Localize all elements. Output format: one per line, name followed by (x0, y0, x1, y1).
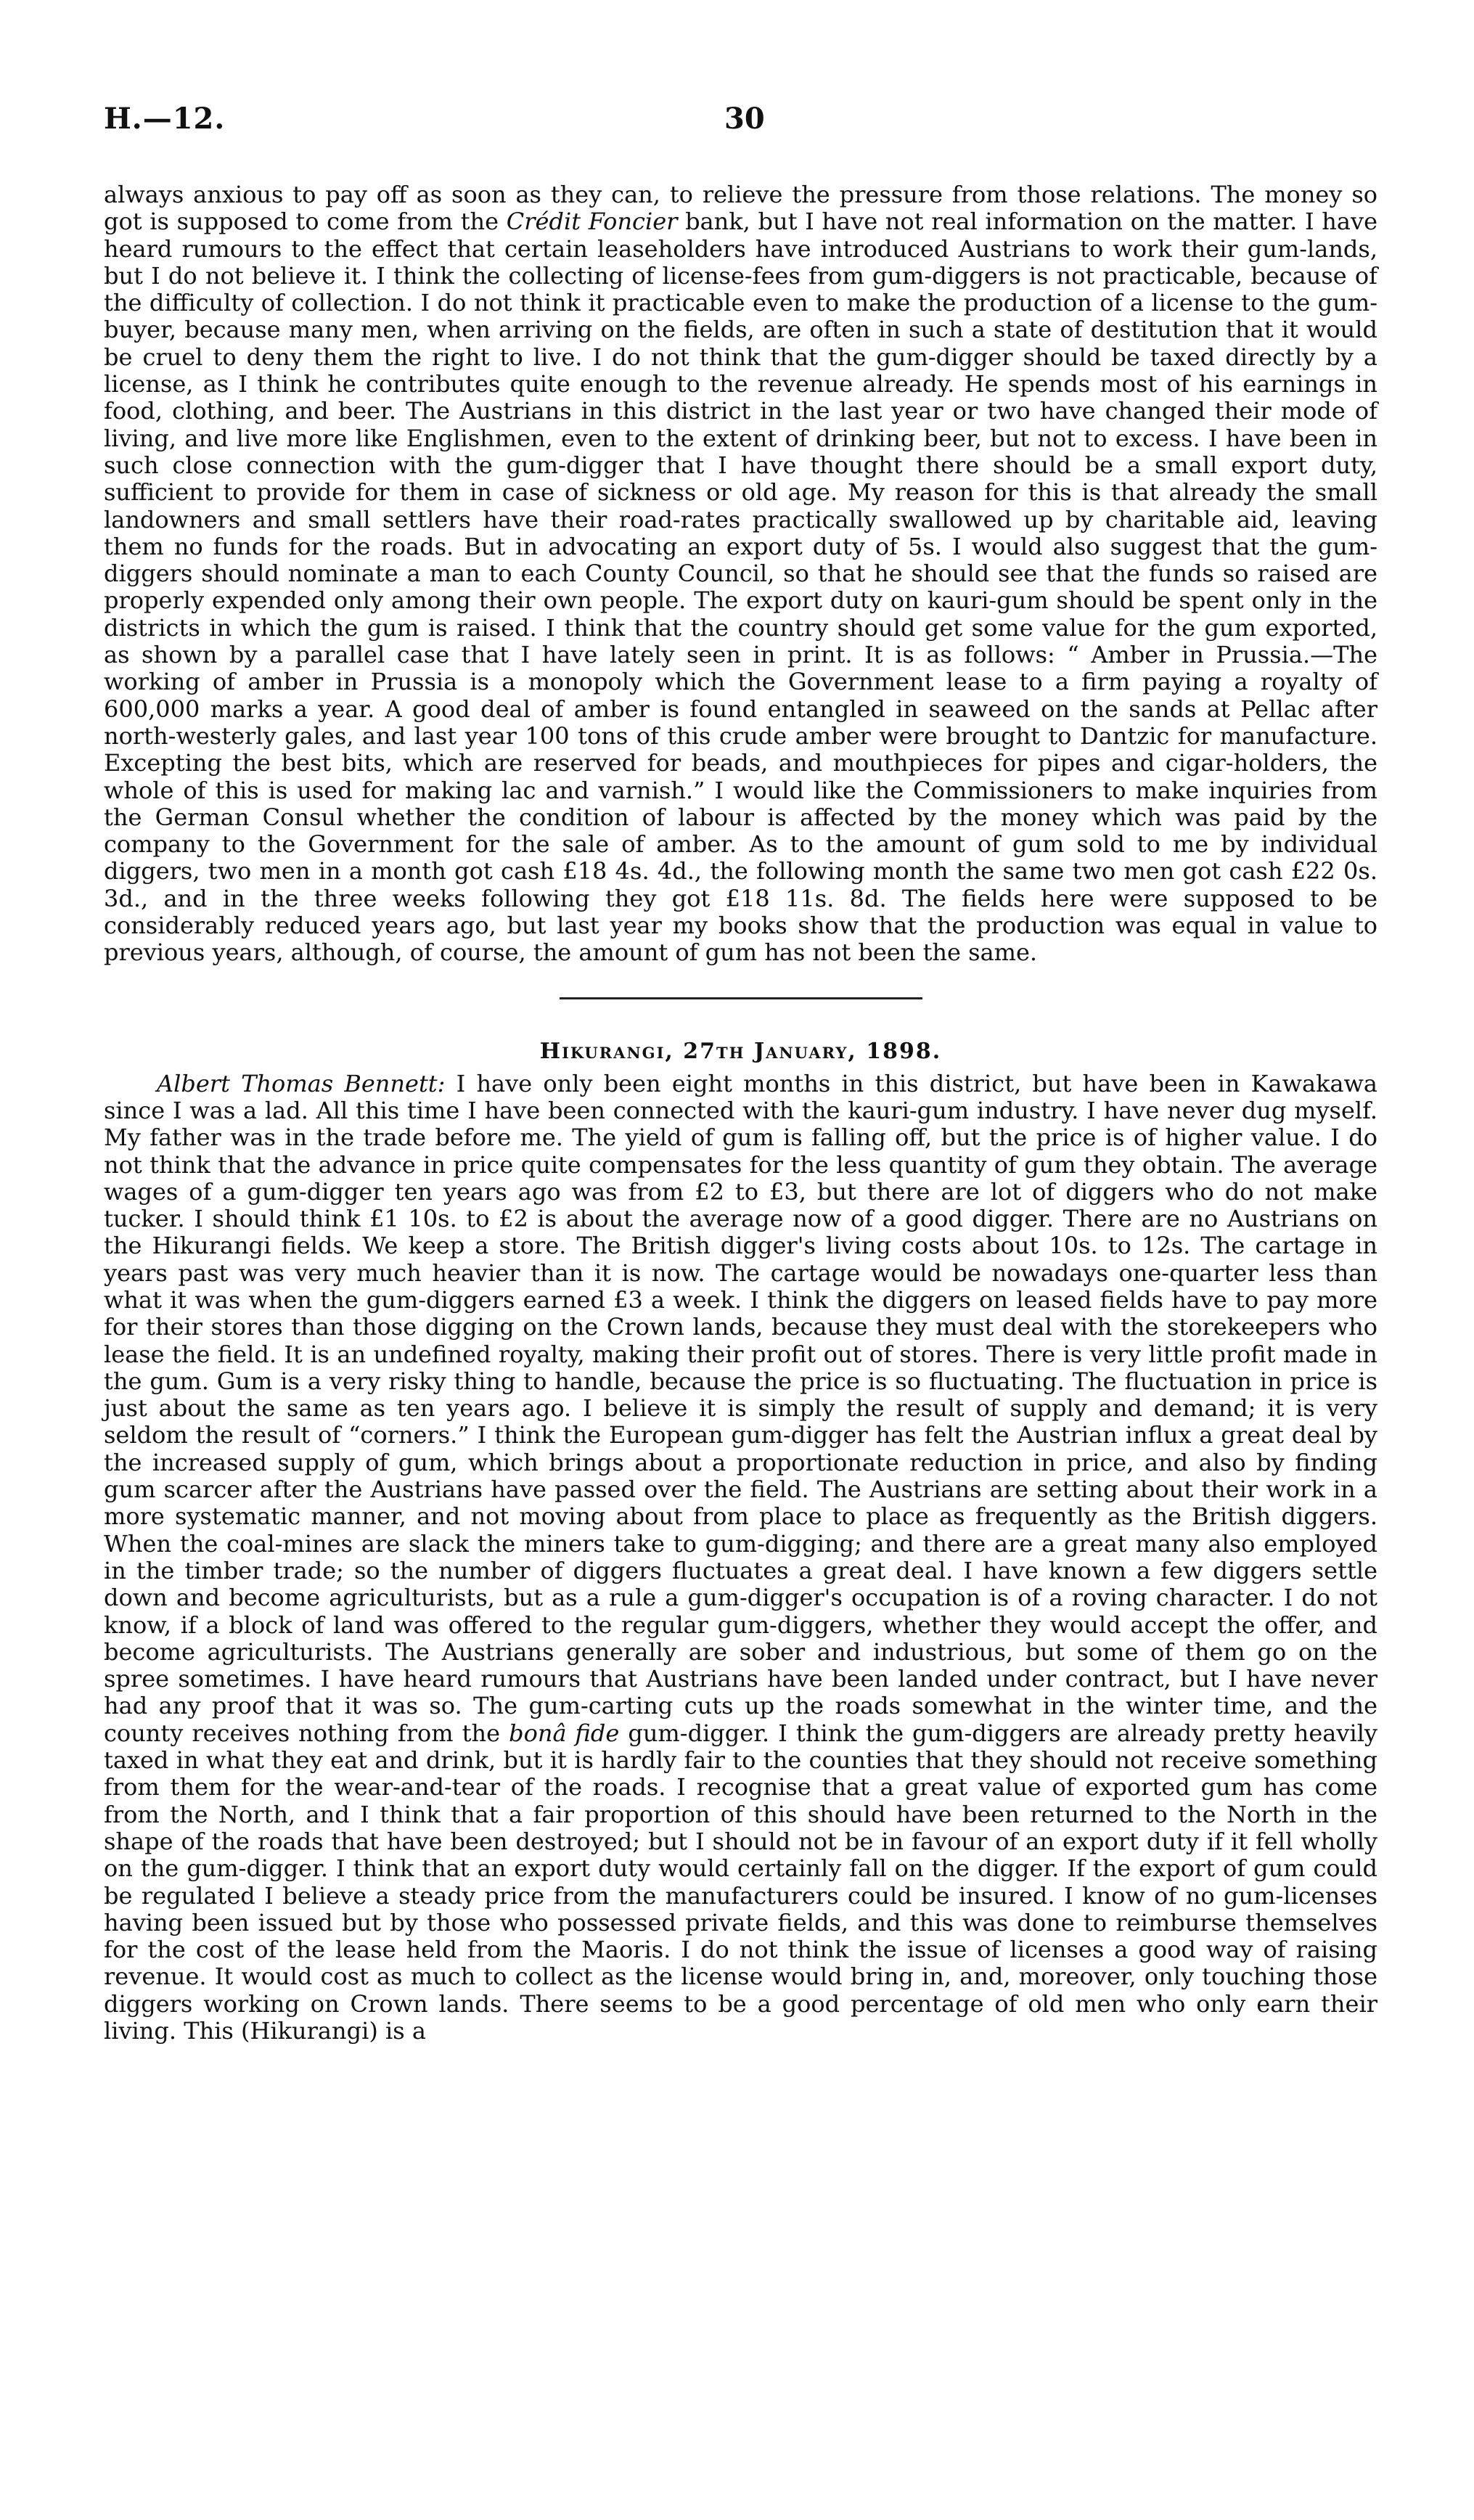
document-page (104, 102, 1377, 2045)
paragraph-text: always anxious to pay off as soon as they can, to relieve the pressure from those relations. The money so got is supposed to come from the (104, 181, 1377, 236)
paragraph-text: gum-digger. I think the gum-diggers are already pretty heavily taxed in what they eat and drink, but it is hardly fair to the counties that they should not receive something from them for the wear-and-tear of the roads. I recognise that a great value of exported gum has come from the North, and I think that a fair proportion of this should have been returned to the North in the shape of the roads that have been destroyed; but I should not be in favour of an export duty if it fell wholly on the gum-digger. I think that an export duty would certainly fall on the digger. If the export of gum could be regulated I believe a steady price from the manufacturers could be insured. I know of no gum-licenses having been issued but by those who possessed private fields, and this was done to reimburse themselves for the cost of the lease held from the Maoris. I do not think the issue of licenses a good way of raising revenue. It would cost as much to collect as the license would bring in, and, moreover, only touching those diggers working on Crown lands. There seems to be a good percentage of old men who only earn their living. This (Hikurangi) is a (104, 1719, 1378, 2045)
paragraph-text: I have only been eight months in this district, but have been in Kawakawa since I was a lad. All this time I have been connected with the kauri-gum industry. I have never dug myself. My father was in the trade before me. The yield of gum is falling off, but the price is of higher value. I do not think that the advance in price quite compensates for the less quantity of gum they obtain. The average wages of a gum-digger ten years ago was from £2 to £3, but there are lot of diggers who do not make tucker. I should think £1 10s. to £2 is about the average now of a good digger. There are no Austrians on the Hikurangi fields. We keep a store. The British digger's living costs about 10s. to 12s. The cartage in years past was very much heavier than it is now. The cartage would be nowadays one-quarter less than what it was when the gum-diggers earned £3 a week. I think the diggers on leased fields have to pay more for their stores than those digging on the Crown lands, because they must deal with the storekeepers who lease the field. It is an undefined royalty, making their profit out of stores. There is very little profit made in the gum. Gum is a very risky thing to handle, because the price is so fluctuating. The fluctuation in price is just about the same as ten years ago. I believe it is simply the result of supply and demand; it is very seldom the result of “corners.” I think the European gum-digger has felt the Austrian influx a great deal by the increased supply of gum, which brings about a proportionate reduction in price, and also by finding gum scarcer after the Austrians have passed over the field. The Austrians are setting about their work in a more systematic manner, and not moving about from place to place as frequently as the British diggers. When the coal-mines are slack the miners take to gum-digging; and there are a great many also employed in the timber trade; so the number of diggers fluctuates a great deal. I have known a few diggers settle down and become agriculturists, but as a rule a gum-digger's occupation is of a roving character. I do not know, if a block of land was offered to the regular gum-diggers, whether they would accept the offer, and become agriculturists. The Austrians generally are sober and industrious, but some of them go on the spree sometimes. I have heard rumours that Austrians have been landed under contract, but I have never had any proof that it was so. The gum-carting cuts up the roads somewhat in the winter time, and the county receives nothing from the (104, 1069, 1378, 1747)
paragraph-text: bank, but I have not real information on the matter. I have heard rumours to the effect that certain leaseholders have introduced Austrians to work their gum-lands, but I do not believe it. I think the collecting of license-fees from gum-diggers is not practicable, because of the difficulty of collection. I do not think it practicable even to make the production of a license to the gum-buyer, because many men, when arriving on the fields, are often in such a state of destitution that it would be cruel to deny them the right to live. I do not think that the gum-digger should be taxed directly by a license, as I think he contributes quite enough to the revenue already. He spends most of his earnings in food, clothing, and beer. The Austrians in this district in the last year or two have changed their mode of living, and live more like Englishmen, even to the extent of drinking beer, but not to excess. I have been in such close connection with the gum-digger that I have thought there should be a small export duty, sufficient to provide for them in case of sickness or old age. My reason for this is that already the small landowners and small settlers have their road-rates practically swallowed up by charitable aid, leaving them no funds for the roads. But in advocating an export duty of 5s. I would also suggest that the gum-diggers should nominate a man to each County Council, so that he should see that the funds so raised are properly expended only among their own people. The export duty on kauri-gum should be spent only in the districts in which the gum is raised. I think that the country should get some value for the gum exported, as shown by a parallel case that I have lately seen in print. It is as follows: “ Amber in Prussia.—The working of amber in Prussia is a monopoly which the Government lease to a firm paying a royalty of 600,000 marks a year. A good deal of amber is found entangled in seaweed on the sands at Pellac after north-westerly gales, and last year 100 tons of this crude amber were brought to Dantzic for manufacture. Excepting the best bits, which are reserved for beads, and mouthpieces for pipes and cigar-holders, the whole of this is used for making lac and varnish.” I would like the Commissioners to make inquiries from the German Consul whether the condition of labour is affected by the money which was paid by the company to the Government for the sale of amber. As to the amount of gum sold to me by individual diggers, two men in a month got cash £18 4s. 4d., the following month the same two men got cash £22 0s. 3d., and in the three weeks following they got £18 11s. 8d. The fields here were supposed to be considerably reduced years ago, but last year my books show that the production was equal in value to previous years, although, of course, the amount of gum has not been the same. (104, 208, 1378, 967)
italic-term: bonâ fide (509, 1719, 620, 1747)
italic-term: Crédit Foncier (506, 208, 678, 236)
section-heading: Hikurangi, 27th January, 1898. (539, 1038, 942, 1064)
witness-name: Albert Thomas Bennett: (157, 1069, 446, 1097)
section-divider (560, 997, 922, 999)
witness-testimony-paragraph (104, 1071, 1377, 2045)
document-reference: H.—12. (104, 102, 226, 136)
page-header (104, 102, 1377, 152)
page-number: 30 (724, 102, 765, 136)
continued-testimony-paragraph (104, 181, 1377, 967)
